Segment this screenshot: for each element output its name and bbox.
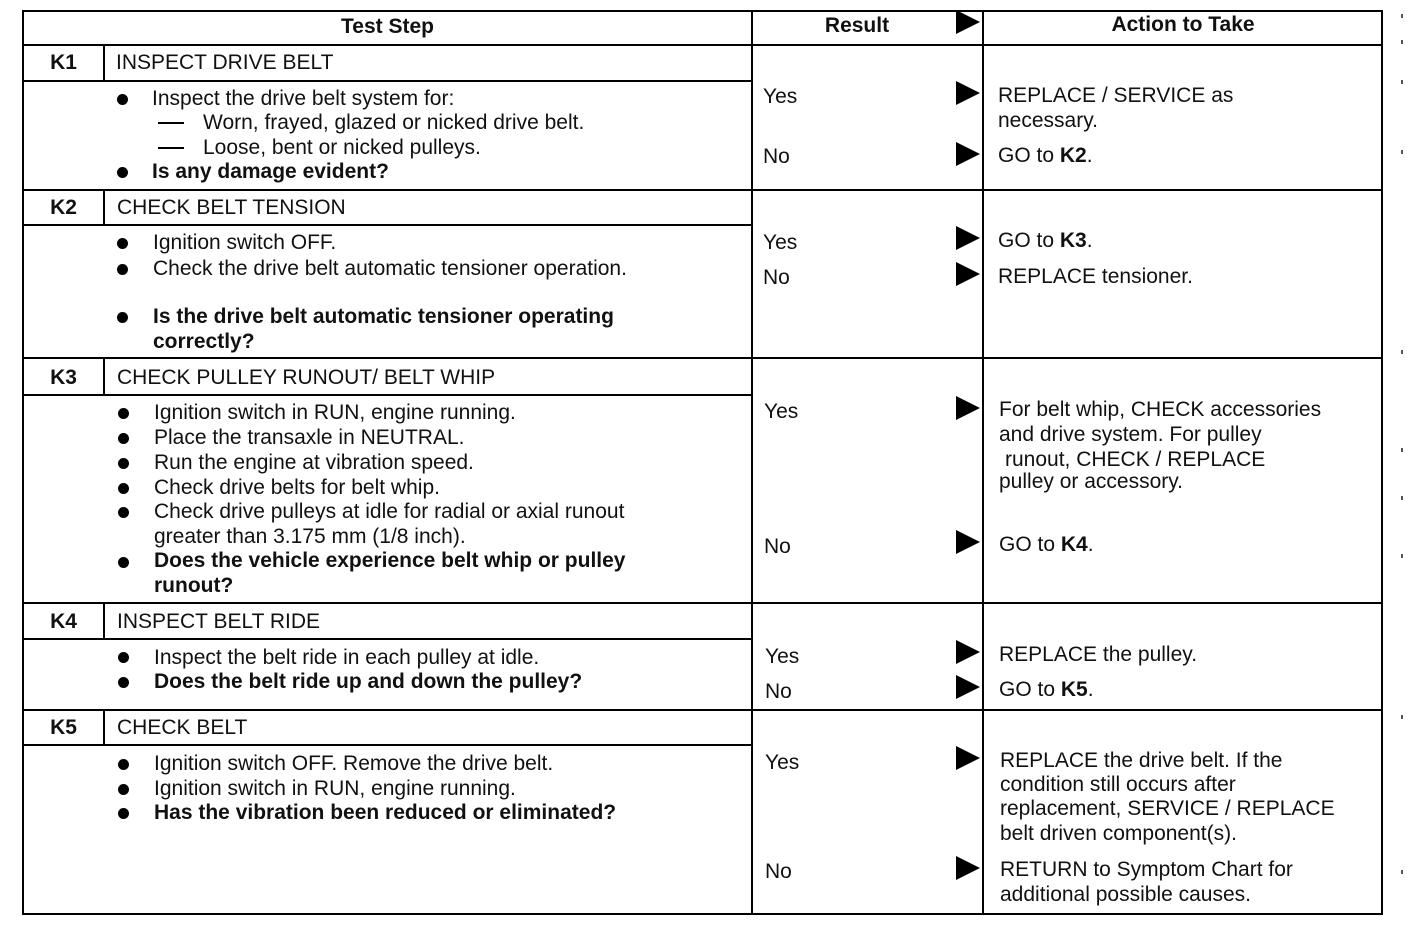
result-label: No <box>763 266 790 289</box>
step-title: CHECK BELT TENSION <box>117 196 346 219</box>
bullet-icon <box>118 652 129 663</box>
bullet-icon <box>117 238 128 249</box>
step-id-divider <box>103 602 105 639</box>
result-label: No <box>764 535 791 558</box>
dash-icon <box>158 122 184 124</box>
action-text: necessary. <box>998 109 1098 132</box>
bullet-icon <box>117 94 128 105</box>
header-arrow-icon <box>956 10 980 34</box>
action-text: For belt whip, CHECK accessories <box>999 398 1322 421</box>
step-line: Inspect the drive belt system for: <box>152 87 455 110</box>
step-line: Place the transaxle in NEUTRAL. <box>154 426 465 449</box>
action-text: RETURN to Symptom Chart for <box>1000 858 1293 881</box>
action-text: GO to K2. <box>998 144 1093 167</box>
column-divider-action <box>982 10 984 915</box>
step-title: INSPECT BELT RIDE <box>117 610 321 633</box>
step-id-divider <box>103 357 105 395</box>
step-question: Does the belt ride up and down the pulley? <box>154 670 583 693</box>
action-text: pulley or accessory. <box>999 470 1184 493</box>
step-line: Ignition switch OFF. <box>153 231 337 254</box>
action-text: REPLACE / SERVICE as <box>998 84 1234 107</box>
step-question: Is the drive belt automatic tensioner operating <box>153 305 614 328</box>
bullet-icon <box>117 264 128 275</box>
step-question: correctly? <box>153 330 255 353</box>
step-line: Check drive belts for belt whip. <box>154 476 440 499</box>
bullet-icon <box>118 759 129 770</box>
bullet-icon <box>118 433 129 444</box>
action-text: GO to K5. <box>999 678 1094 701</box>
bullet-icon <box>117 167 128 178</box>
action-text: REPLACE the pulley. <box>999 643 1198 666</box>
title-row-divider <box>22 744 753 746</box>
arrow-icon <box>956 81 980 105</box>
step-title: CHECK BELT <box>117 716 248 739</box>
scan-mark <box>1401 350 1403 354</box>
step-question: Does the vehicle experience belt whip or pulley <box>154 549 626 572</box>
result-label: No <box>765 680 792 703</box>
bullet-icon <box>118 784 129 795</box>
scan-mark <box>1401 14 1403 18</box>
step-reference: K4 <box>1060 533 1088 556</box>
header-divider <box>22 44 1382 46</box>
scan-mark <box>1401 80 1403 84</box>
title-row-divider <box>22 224 753 226</box>
title-row-divider <box>22 80 753 82</box>
table-right-border <box>1381 10 1383 915</box>
step-line: Check drive pulleys at idle for radial or axial runout <box>154 500 625 523</box>
scan-mark <box>1401 554 1403 558</box>
step-reference: K5 <box>1060 678 1088 701</box>
action-text: condition still occurs after <box>1000 773 1236 796</box>
step-line: Ignition switch in RUN, engine running. <box>154 401 516 424</box>
action-text: additional possible causes. <box>1000 883 1251 906</box>
bullet-icon <box>118 507 129 518</box>
result-label: Yes <box>765 645 800 668</box>
result-label: Yes <box>764 400 799 423</box>
step-id-divider <box>103 709 105 745</box>
arrow-icon <box>956 746 980 770</box>
arrow-icon <box>956 396 980 420</box>
bullet-icon <box>118 483 129 494</box>
bullet-icon <box>118 557 129 568</box>
result-label: No <box>765 860 792 883</box>
bullet-icon <box>117 312 128 323</box>
arrow-icon <box>956 262 980 286</box>
action-text: GO to K4. <box>999 533 1094 556</box>
result-label: Yes <box>765 751 800 774</box>
title-row-divider <box>22 638 753 640</box>
result-label: No <box>763 145 790 168</box>
arrow-icon <box>956 226 980 250</box>
bullet-icon <box>118 677 129 688</box>
step-id: K5 <box>50 716 77 739</box>
header-action: Action to Take <box>1111 13 1255 36</box>
table-top-border <box>22 10 1382 12</box>
step-line: Loose, bent or nicked pulleys. <box>203 136 481 159</box>
table-bottom-border <box>22 913 1382 915</box>
step-question: Has the vibration been reduced or eliminated? <box>154 801 617 824</box>
action-text: GO to K3. <box>998 229 1093 252</box>
step-line: Check the drive belt automatic tensioner operation. <box>153 257 627 280</box>
step-id-divider <box>103 189 105 226</box>
action-text: and drive system. For pulley <box>999 423 1262 446</box>
step-separator <box>22 189 1382 191</box>
arrow-icon <box>956 640 980 664</box>
result-label: Yes <box>763 231 798 254</box>
step-reference: K3 <box>1059 229 1087 252</box>
scan-mark <box>1401 715 1403 719</box>
result-label: Yes <box>763 85 798 108</box>
action-text: REPLACE tensioner. <box>998 265 1193 288</box>
step-question: Is any damage evident? <box>152 160 389 183</box>
bullet-icon <box>118 808 129 819</box>
dash-icon <box>158 147 184 149</box>
column-divider-result <box>751 10 753 915</box>
step-line: Ignition switch in RUN, engine running. <box>154 777 516 800</box>
step-id: K1 <box>50 51 77 74</box>
step-title: INSPECT DRIVE BELT <box>116 51 334 74</box>
scan-mark <box>1401 150 1403 154</box>
step-title: CHECK PULLEY RUNOUT/ BELT WHIP <box>117 366 496 389</box>
action-text: belt driven component(s). <box>1000 822 1237 845</box>
step-line: Ignition switch OFF. Remove the drive belt. <box>154 752 554 775</box>
step-id: K4 <box>50 610 77 633</box>
scan-mark <box>1401 40 1403 44</box>
step-separator <box>22 709 1382 711</box>
arrow-icon <box>956 142 980 166</box>
step-line: Run the engine at vibration speed. <box>154 451 474 474</box>
bullet-icon <box>118 408 129 419</box>
step-id-divider <box>103 44 105 81</box>
action-text: replacement, SERVICE / REPLACE <box>1000 797 1335 820</box>
step-question: runout? <box>154 574 234 597</box>
step-id: K2 <box>50 196 77 219</box>
action-text: runout, CHECK / REPLACE <box>1005 448 1266 471</box>
header-result: Result <box>824 14 890 37</box>
action-text: REPLACE the drive belt. If the <box>1000 749 1283 772</box>
step-id: K3 <box>50 366 77 389</box>
step-line: Worn, frayed, glazed or nicked drive belt. <box>203 111 585 134</box>
arrow-icon <box>956 856 980 880</box>
table-left-border <box>22 10 24 915</box>
step-separator <box>22 357 1382 359</box>
header-test-step: Test Step <box>341 15 434 38</box>
arrow-icon <box>956 530 980 554</box>
title-row-divider <box>22 394 753 396</box>
scan-mark <box>1401 496 1403 500</box>
scan-mark <box>1401 870 1403 874</box>
step-reference: K2 <box>1059 144 1087 167</box>
step-line: greater than 3.175 mm (1/8 inch). <box>154 525 466 548</box>
step-separator <box>22 602 1382 604</box>
scan-mark <box>1401 448 1403 452</box>
bullet-icon <box>118 458 129 469</box>
arrow-icon <box>956 675 980 699</box>
step-line: Inspect the belt ride in each pulley at idle. <box>154 646 540 669</box>
